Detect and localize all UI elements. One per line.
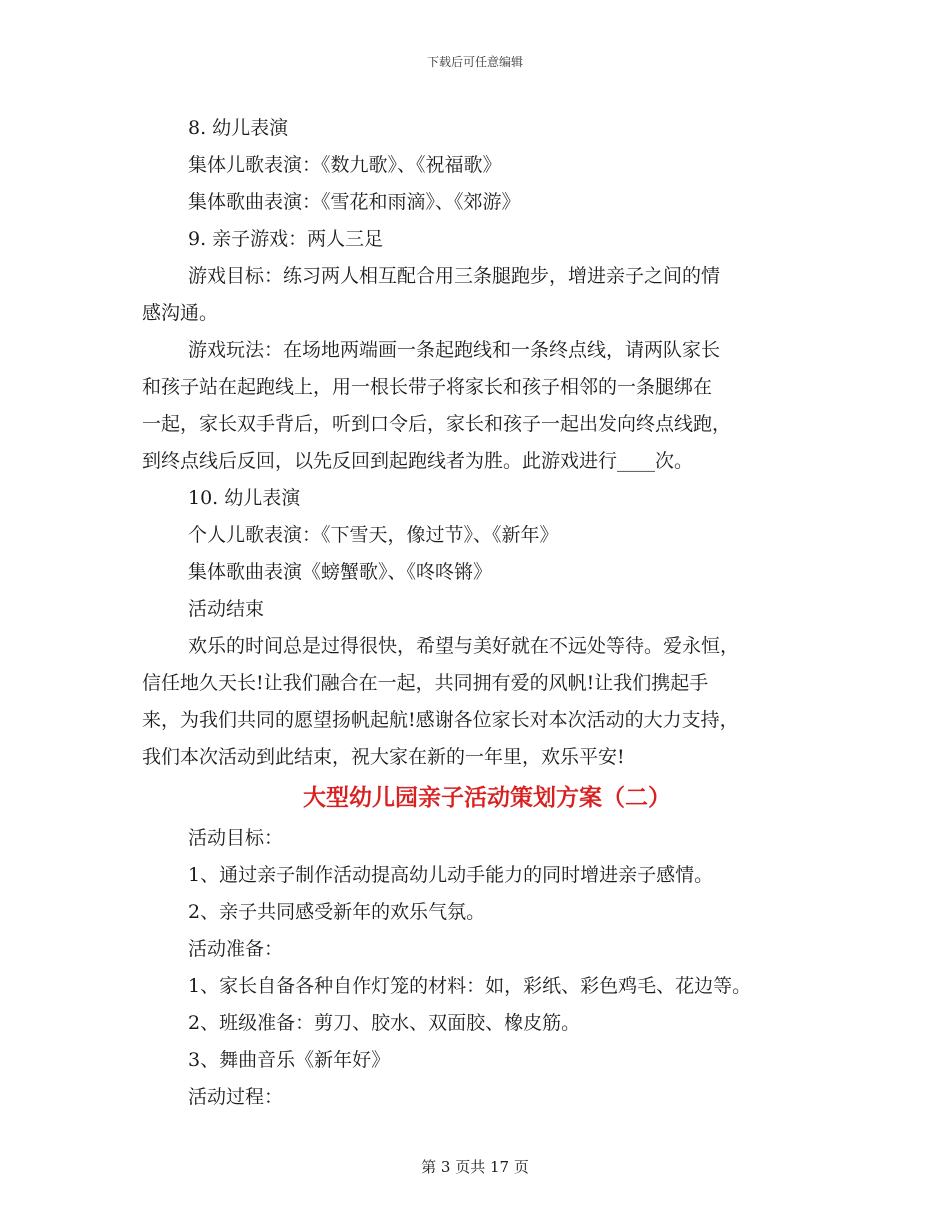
paragraph-line: 集体歌曲表演：《雪花和雨滴》、《郊游》 <box>188 191 521 213</box>
item-heading: 活动结束 <box>188 598 265 620</box>
list-item: 1、家长自备各种自作灯笼的材料：如，彩纸、彩色鸡毛、花边等。 <box>188 975 752 997</box>
item-heading: 活动准备： <box>188 938 284 960</box>
item-heading: 活动目标： <box>188 827 284 849</box>
paragraph-line: 个人儿歌表演：《下雪天，像过节》、《新年》 <box>188 524 559 546</box>
paragraph-line: 感沟通。 <box>142 302 219 324</box>
item-heading: 8. 幼儿表演 <box>188 117 289 139</box>
item-heading: 活动过程： <box>188 1086 284 1108</box>
paragraph-line: 集体歌曲表演《螃蟹歌》、《咚咚锵》 <box>188 561 493 583</box>
paragraph-line: 游戏玩法：在场地两端画一条起跑线和一条终点线，请两队家长 <box>188 339 721 361</box>
paragraph-line: 欢乐的时间总是过得很快，希望与美好就在不远处等待。爱永恒， <box>188 635 740 657</box>
paragraph-line: 我们本次活动到此结束，祝大家在新的一年里，欢乐平安! <box>142 746 625 768</box>
item-heading: 10. 幼儿表演 <box>188 487 301 509</box>
paragraph-line: 集体儿歌表演：《数九歌》、《祝福歌》 <box>188 154 502 176</box>
page-footer: 第 3 页共 17 页 <box>421 1158 529 1176</box>
paragraph-line: 到终点线后反回，以先反回到起跑线者为胜。此游戏进行____次。 <box>142 450 694 472</box>
paragraph-line: 来，为我们共同的愿望扬帆起航!感谢各位家长对本次活动的大力支持， <box>142 709 739 731</box>
section-title: 大型幼儿园亲子活动策划方案（二） <box>303 785 671 811</box>
paragraph-line: 游戏目标：练习两人相互配合用三条腿跑步，增进亲子之间的情 <box>188 265 721 287</box>
list-item: 1、通过亲子制作活动提高幼儿动手能力的同时增进亲子感情。 <box>188 864 714 886</box>
list-item: 3、舞曲音乐《新年好》 <box>188 1049 391 1071</box>
paragraph-line: 信任地久天长!让我们融合在一起，共同拥有爱的风帆!让我们携起手 <box>142 672 709 694</box>
document-body <box>142 110 832 1116</box>
page-header: 下载后可任意编辑 <box>426 55 523 69</box>
list-item: 2、亲子共同感受新年的欢乐气氛。 <box>188 901 486 923</box>
paragraph-line: 和孩子站在起跑线上，用一根长带子将家长和孩子相邻的一条腿绑在 <box>142 376 713 398</box>
paragraph-line: 一起，家长双手背后，听到口令后，家长和孩子一起出发向终点线跑， <box>142 413 732 435</box>
list-item: 2、班级准备：剪刀、胶水、双面胶、橡皮筋。 <box>188 1012 581 1034</box>
item-heading: 9. 亲子游戏：两人三足 <box>188 228 384 250</box>
